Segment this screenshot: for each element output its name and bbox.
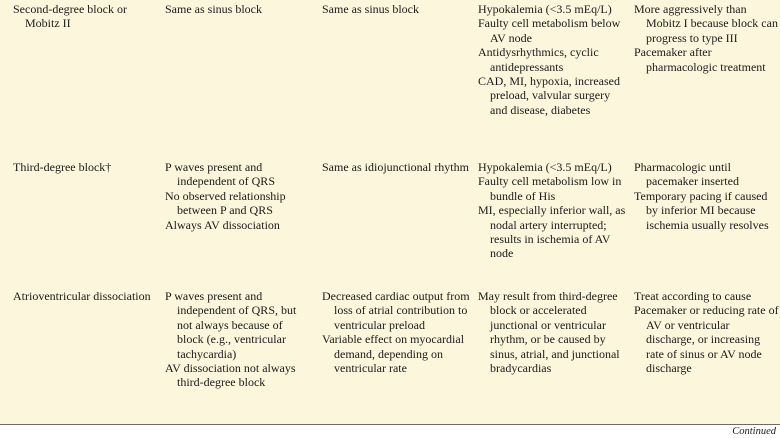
condition-cell bbox=[13, 160, 153, 174]
causes-cell bbox=[478, 160, 626, 261]
treatment-cell bbox=[634, 2, 780, 74]
hemodynamic-entry: Same as idiojunctional rhythm bbox=[322, 160, 469, 174]
treatment-entry: Pacemaker or reducing rate of AV or ventricular discharge, or increasing rate of sinus or AV node discharge bbox=[634, 303, 779, 376]
table-bottom-rule bbox=[0, 424, 780, 425]
ecg-entry: P waves present and independent of QRS, but not always because of block (e.g., ventricular tachycardia) bbox=[165, 289, 297, 361]
cause-entry: May result from third-degree block or accelerated junctional or ventricular rhythm, or be caused by sinus, atrial, and junctional bradycardias bbox=[478, 289, 620, 376]
condition-name: Atrioventricular dissociation bbox=[13, 289, 151, 303]
ecg-entry: AV dissociation not always third-degree block bbox=[165, 361, 296, 390]
hemodynamic-entry: Same as sinus block bbox=[322, 2, 419, 16]
cause-entry: MI, especially inferior wall, as nodal artery interrupted; results in ischemia of AV node bbox=[478, 203, 626, 261]
cause-entry: CAD, MI, hypoxia, increased preload, valvular surgery and disease, diabetes bbox=[478, 74, 620, 117]
cause-entry: Hypokalemia (<3.5 mEq/L) bbox=[478, 2, 612, 16]
condition-cell bbox=[13, 2, 153, 31]
continued-label: Continued bbox=[732, 426, 776, 437]
ecg-entry: No observed relationship between P and QRS bbox=[165, 188, 286, 218]
hemodynamic-cell bbox=[322, 289, 470, 375]
treatment-cell bbox=[634, 160, 780, 232]
cause-entry: Faulty cell metabolism low in bundle of His bbox=[478, 174, 622, 203]
causes-cell bbox=[478, 2, 626, 117]
treatment-entry: More aggressively than Mobitz I because block can progress to type III bbox=[634, 2, 778, 45]
hemodynamic-cell bbox=[322, 2, 470, 16]
ecg-cell bbox=[165, 289, 311, 390]
ecg-entry: Always AV dissociation bbox=[165, 217, 280, 232]
condition-cell bbox=[13, 289, 153, 303]
treatment-cell bbox=[634, 289, 780, 375]
cause-entry: Hypokalemia (<3.5 mEq/L) bbox=[478, 160, 612, 174]
ecg-entry: P waves present and independent of QRS bbox=[165, 160, 275, 189]
hemodynamic-entry: Variable effect on myocardial demand, depending on ventricular rate bbox=[322, 332, 465, 376]
ecg-entry: Same as sinus block bbox=[165, 2, 262, 16]
condition-name: Second-degree block or Mobitz II bbox=[13, 2, 127, 31]
treatment-entry: Pharmacologic until pacemaker inserted bbox=[634, 160, 739, 189]
cause-entry: Faulty cell metabolism below AV node bbox=[478, 16, 621, 45]
cause-entry: Antidysrhythmics, cyclic antidepressants bbox=[478, 45, 599, 74]
hemodynamic-entry: Decreased cardiac output from loss of atrial contribution to ventricular preload bbox=[322, 289, 470, 332]
treatment-entry: Treat according to cause bbox=[634, 289, 752, 303]
causes-cell bbox=[478, 289, 626, 375]
hemodynamic-cell bbox=[322, 160, 470, 174]
condition-name: Third-degree block† bbox=[13, 160, 112, 174]
ecg-cell bbox=[165, 160, 311, 232]
treatment-entry: Pacemaker after pharmacologic treatment bbox=[634, 45, 766, 74]
treatment-entry: Temporary pacing if caused by inferior MI because ischemia usually resolves bbox=[634, 188, 769, 232]
ecg-cell bbox=[165, 2, 311, 16]
